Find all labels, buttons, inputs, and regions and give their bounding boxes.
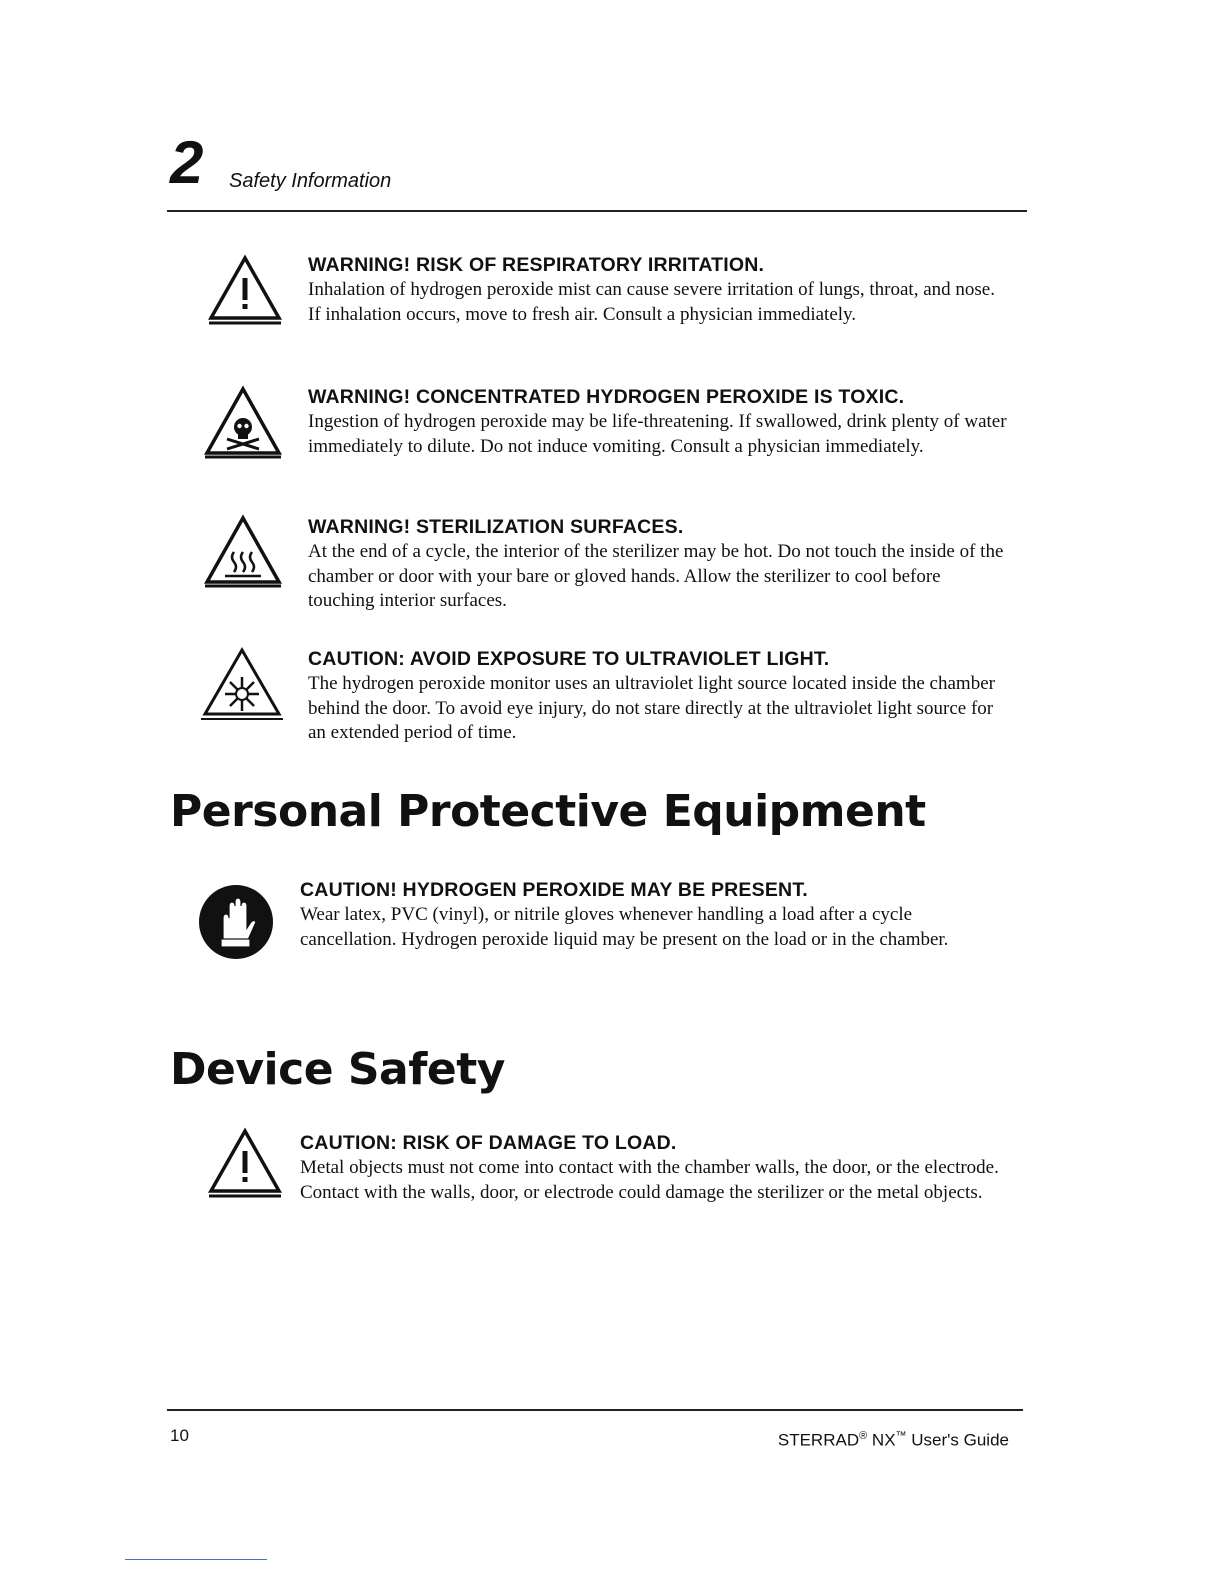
notice-ultraviolet-light — [308, 646, 1008, 746]
notice-risk-damage-load — [300, 1130, 1000, 1205]
chapter-number: 2 — [170, 129, 204, 196]
notice-title: CAUTION! HYDROGEN PEROXIDE MAY BE PRESENT. — [300, 879, 808, 901]
notice-title: WARNING! STERILIZATION SURFACES. — [308, 516, 684, 538]
registered-mark: ® — [859, 1430, 868, 1442]
footer-rule — [167, 1409, 1023, 1411]
toxic-skull-icon — [203, 383, 285, 466]
notice-body: Metal objects must not come into contact with the chamber walls, the door, or the electrode. Contact with the walls, door, or electrode could damage the sterilizer or the metal objects. — [300, 1157, 999, 1203]
bottom-underline — [125, 1559, 267, 1560]
header-rule — [167, 210, 1027, 212]
notice-respiratory-irritation — [308, 252, 1008, 327]
notice-body: Ingestion of hydrogen peroxide may be life-threatening. If swallowed, drink plenty of water immediately to dilute. Do not induce vomiting. Consult a physician immediately. — [308, 411, 1007, 457]
warning-exclamation-icon — [205, 1125, 287, 1208]
section-heading-ppe: Personal Protective Equipment — [170, 786, 926, 837]
uv-light-icon — [199, 644, 289, 729]
hot-surface-icon — [203, 512, 285, 595]
chapter-title: Safety Information — [229, 170, 392, 192]
guide-title — [778, 1424, 1009, 1453]
notice-body: Inhalation of hydrogen peroxide mist can cause severe irritation of lungs, throat, and nose. If inhalation occurs, move to fresh air. Consult a physician immediately. — [308, 279, 995, 325]
notice-body: At the end of a cycle, the interior of the sterilizer may be hot. Do not touch the inside of the chamber or door with your bare or gloved hands. Allow the sterilizer to cool before touching interior surfaces. — [308, 541, 1004, 611]
guide-suffix: User's Guide — [906, 1430, 1009, 1450]
notice-body: Wear latex, PVC (vinyl), or nitrile gloves whenever handling a load after a cycle cancellation. Hydrogen peroxide liquid may be present on the load or in the chamber. — [300, 904, 949, 950]
notice-title: WARNING! RISK OF RESPIRATORY IRRITATION. — [308, 254, 765, 276]
notice-title: WARNING! CONCENTRATED HYDROGEN PEROXIDE IS TOXIC. — [308, 386, 905, 408]
trademark-mark: ™ — [895, 1430, 907, 1442]
notice-title: CAUTION: RISK OF DAMAGE TO LOAD. — [300, 1132, 677, 1154]
guide-brand: STERRAD — [777, 1430, 860, 1450]
page-number: 10 — [170, 1426, 189, 1445]
notice-hydrogen-peroxide-toxic — [308, 384, 1008, 459]
gloves-icon — [196, 882, 276, 967]
warning-exclamation-icon — [205, 252, 287, 335]
notice-body: The hydrogen peroxide monitor uses an ultraviolet light source located inside the chamber behind the door. To avoid eye injury, do not stare directly at the ultraviolet light source for an extended period of time. — [308, 673, 995, 743]
notice-sterilization-surfaces — [308, 514, 1008, 614]
notice-gloves-required — [300, 877, 1000, 952]
section-heading-device-safety: Device Safety — [170, 1044, 505, 1095]
notice-title: CAUTION: AVOID EXPOSURE TO ULTRAVIOLET LIGHT. — [308, 648, 830, 670]
guide-model: NX — [867, 1430, 896, 1450]
